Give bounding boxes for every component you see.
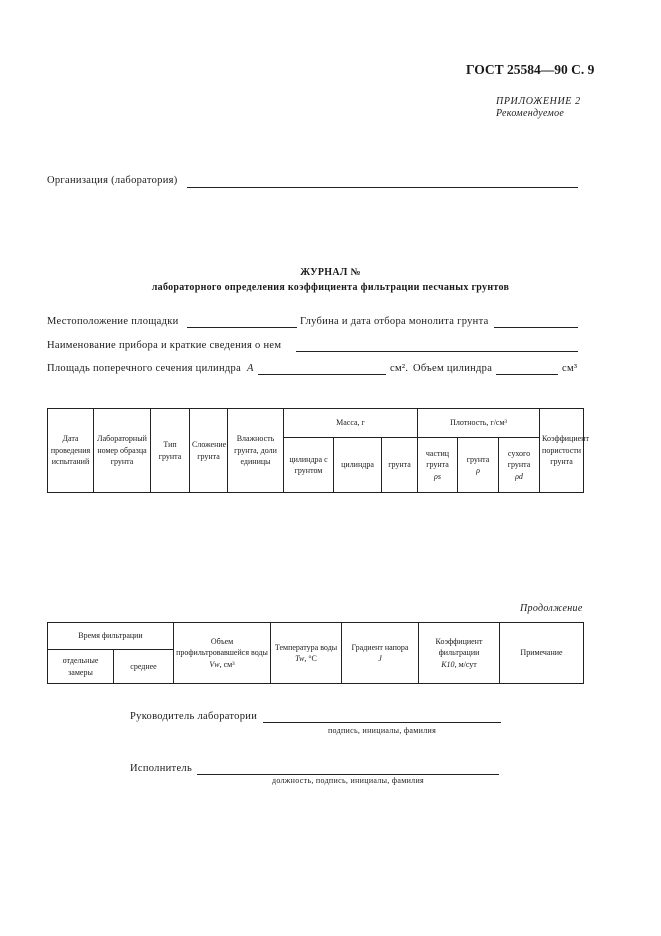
organization-field[interactable] [187,187,578,188]
document-code: ГОСТ 25584—90 С. 9 [466,62,595,77]
col-soil-type: Тип грунта [151,409,190,493]
col-mass-cylinder-soil: цилиндра с грунтом [284,438,334,493]
col-density-dry: сухого грунта ρd [499,438,540,493]
area-unit: см². [390,363,409,374]
col-moisture: Влажность грунта, доли единицы [228,409,284,493]
head-signature-field[interactable] [263,722,501,723]
col-head-gradient: Градиент напора J [342,623,419,684]
temperature-unit: °C [308,654,317,663]
density-particles-symbol: ρs [434,471,441,481]
col-filtration-time: Время фильтрации [48,623,174,650]
depth-date-label: Глубина и дата отбора монолита грунта [300,316,489,327]
gradient-symbol: J [378,654,382,663]
organization-label: Организация (лаборатория) [47,175,178,186]
appendix-title: ПРИЛОЖЕНИЕ 2 [496,96,581,107]
col-separate-measurements: отдельные замеры [48,650,114,684]
density-dry-symbol: ρd [515,471,523,481]
journal-table-main [47,408,589,493]
density-soil-symbol: ρ [476,466,480,475]
col-lab-number: Лабораторный номер образца грунта [94,409,151,493]
volume-symbol: Vw [209,659,220,669]
area-field[interactable] [258,374,386,375]
continuation-label: Продолжение [520,603,583,614]
area-symbol: A [247,363,254,374]
col-porosity: Коэффициент пористости грунта [540,409,584,493]
col-date: Дата проведения испытаний [48,409,94,493]
appendix-note: Рекомендуемое [496,108,565,119]
volume-unit-table: см³ [223,659,235,669]
coefficient-unit: м/сут [458,659,477,669]
volume-field[interactable] [496,374,558,375]
col-density-group: Плотность, г/см³ [418,409,540,438]
col-density-particles: частиц грунта ρs [418,438,458,493]
journal-subtitle: лабораторного определения коэффициента фильтрации песчаных грунтов [151,282,510,293]
volume-label: Объем цилиндра [413,363,493,374]
executor-label: Исполнитель [130,763,193,774]
col-mass-group: Масса, г [284,409,418,438]
coefficient-symbol: K10 [441,659,455,669]
col-filtration-coefficient: Коэффициент фильтрации K10, м/сут [419,623,500,684]
temperature-symbol: Tw [295,654,305,663]
col-water-temperature: Температура воды Tw, °C [271,623,342,684]
area-label: Площадь поперечного сечения цилиндра [47,363,242,374]
head-label: Руководитель лаборатории [130,711,258,722]
depth-date-field[interactable] [494,327,578,328]
col-average: среднее [114,650,174,684]
device-label: Наименование прибора и краткие сведения о нем [47,340,282,351]
col-note: Примечание [500,623,584,684]
col-composition: Сложение грунта [190,409,228,493]
head-caption: подпись, инициалы, фамилия [327,726,437,735]
journal-title: ЖУРНАЛ № [300,267,361,278]
executor-caption: должность, подпись, инициалы, фамилия [271,776,425,785]
device-field[interactable] [296,351,578,352]
col-mass-soil: грунта [382,438,418,493]
col-mass-cylinder: цилиндра [334,438,382,493]
executor-signature-field[interactable] [197,774,499,775]
location-field[interactable] [187,327,297,328]
col-filtered-volume: Объем профильтровавшейся воды Vw, см³ [174,623,271,684]
location-label: Местоположение площадки [47,316,179,327]
volume-unit: см³ [562,363,578,374]
journal-table-continuation [47,622,584,684]
col-density-soil: грунта ρ [458,438,499,493]
